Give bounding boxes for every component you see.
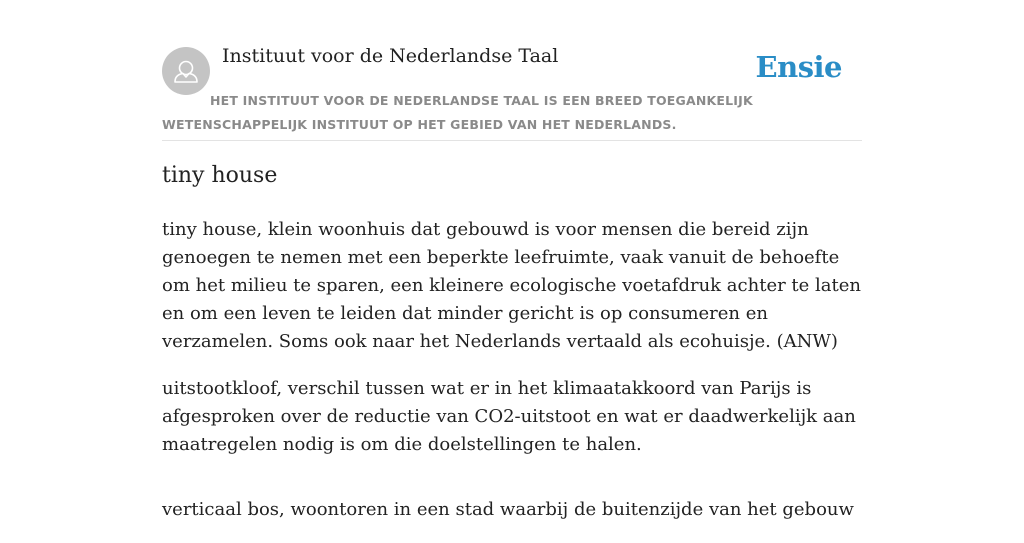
article-title: tiny house xyxy=(162,163,278,188)
paragraph: verticaal bos, woontoren in een stad waarbij de buitenzijde van het gebouw xyxy=(162,499,854,520)
paragraph: uitstootkloof, verschil tussen wat er in het klimaatakkoord van Parijs is afgesproken over de reductie van CO2-uitstoot en wat er daadwerkelijk aan maatregelen nodig is om die doelstellingen te halen. xyxy=(162,378,856,455)
author-description: HET INSTITUUT VOOR DE NEDERLANDSE TAAL IS EEN BREED TOEGANKELIJK WETENSCHAPPELIJK INSTITUUT OP HET GEBIED VAN HET NEDERLANDS. xyxy=(162,93,753,132)
brand-logo[interactable]: Ensie xyxy=(755,50,842,84)
paragraph: tiny house, klein woonhuis dat gebouwd is voor mensen die bereid zijn genoegen te nemen met een beperkte leefruimte, vaak vanuit de behoefte om het milieu te sparen, een kleinere ecologische voetafdruk achter te laten en om een leven te leiden dat minder gericht is op consumeren en verzamelen. Soms ook naar het Nederlands vertaald als ecohuisje. (ANW) xyxy=(162,219,861,352)
author-header xyxy=(162,0,862,141)
author-name[interactable]: Instituut voor de Nederlandse Taal xyxy=(222,45,559,67)
article-card xyxy=(162,0,862,520)
user-icon xyxy=(162,47,210,95)
author-avatar[interactable] xyxy=(162,47,210,95)
article-body xyxy=(162,216,862,543)
